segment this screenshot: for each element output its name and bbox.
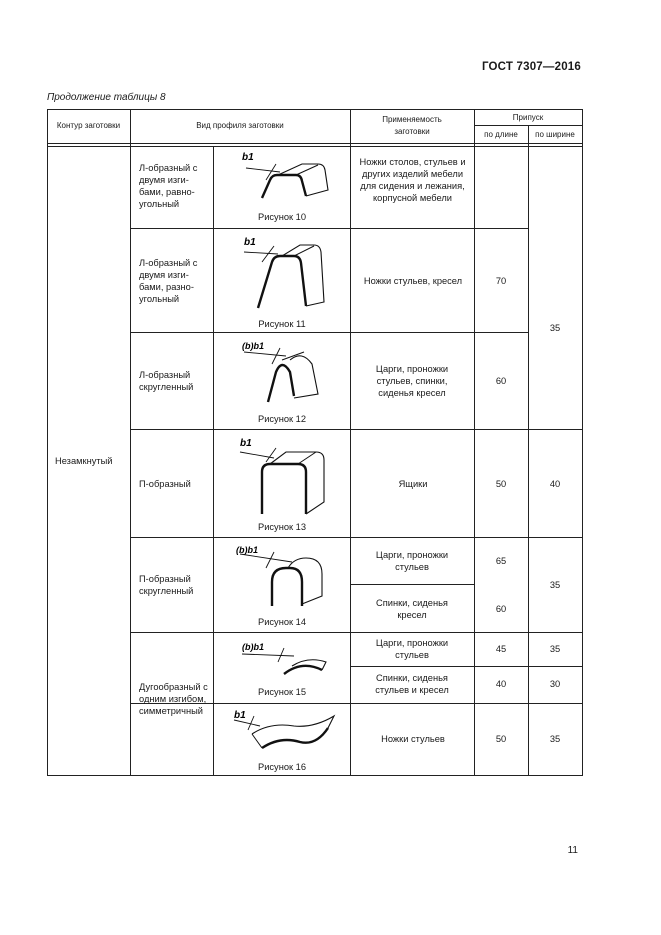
- header-by-width: по ширине: [535, 130, 575, 139]
- contour-cell: Незамкнутый: [55, 456, 113, 466]
- header-allowance: Припуск: [512, 113, 544, 122]
- length-value: 65: [495, 556, 507, 566]
- width-value: 35: [549, 323, 561, 333]
- profile-figure: [232, 432, 332, 520]
- width-value: 35: [549, 580, 561, 590]
- dimension-label: (b)b1: [242, 341, 264, 351]
- usage-cell: Ножки стульев, кресел: [363, 276, 463, 286]
- usage-cell: Ножки стульев: [381, 734, 445, 744]
- header-contour: Контур заготовки: [56, 121, 121, 130]
- profile-name: П-образный: [139, 479, 191, 489]
- width-value: 35: [549, 644, 561, 654]
- figure-caption: Рисунок 12: [258, 414, 306, 424]
- profile-name: Дугообразный с одним изгибом, симметричный: [139, 682, 208, 716]
- usage-cell: Царги, проножки стульев, спинки, сиденья кресел: [375, 364, 449, 398]
- dimension-label: b1: [242, 152, 254, 163]
- length-value: 50: [495, 734, 507, 744]
- width-value: 30: [549, 679, 561, 689]
- usage-cell: Ящики: [398, 479, 428, 489]
- header-usage: Применяемость заготовки: [382, 115, 442, 136]
- profile-figure: [236, 148, 336, 206]
- width-value: 40: [549, 479, 561, 489]
- dimension-label: b1: [240, 438, 252, 449]
- length-value: 60: [495, 604, 507, 614]
- usage-cell: Спинки, сиденья стульев и кресел: [375, 673, 449, 695]
- figure-caption: Рисунок 15: [258, 687, 306, 697]
- length-value: 45: [495, 644, 507, 654]
- figure-caption: Рисунок 13: [258, 522, 306, 532]
- profile-figure: [236, 336, 336, 412]
- length-value: 70: [495, 276, 507, 286]
- table-caption: Продолжение таблицы 8: [47, 92, 166, 103]
- length-value: 50: [495, 479, 507, 489]
- document-header: ГОСТ 7307—2016: [481, 61, 581, 73]
- dimension-label: b1: [234, 710, 246, 721]
- header-profile: Вид профиля заготовки: [196, 121, 284, 130]
- usage-cell: Ножки столов, стульев и других изделий мебели для сидения и лежания, корпусной мебели: [359, 157, 466, 203]
- profile-figure: [232, 232, 332, 316]
- figure-caption: Рисунок 16: [258, 762, 306, 772]
- dimension-label: (b)b1: [242, 642, 264, 652]
- profile-name: Л-образный с двумя изги- бами, равно- угольный: [139, 163, 198, 209]
- length-value: 60: [495, 376, 507, 386]
- profile-figure: [230, 706, 340, 758]
- profile-name: П-образный скругленный: [139, 574, 194, 596]
- dimension-label: (b)b1: [236, 545, 258, 555]
- figure-caption: Рисунок 14: [258, 617, 306, 627]
- page-number: 11: [567, 845, 578, 856]
- profile-name: Л-образный скругленный: [139, 370, 194, 392]
- width-value: 35: [549, 734, 561, 744]
- profile-figure: [236, 636, 336, 686]
- figure-caption: Рисунок 10: [258, 212, 306, 222]
- profile-name: Л-образный с двумя изги- бами, разно- угольный: [139, 258, 198, 304]
- dimension-label: b1: [244, 237, 256, 248]
- usage-cell: Царги, проножки стульев: [375, 638, 449, 660]
- header-by-length: по длине: [484, 130, 518, 139]
- usage-cell: Царги, проножки стульев: [375, 550, 449, 572]
- length-value: 40: [495, 679, 507, 689]
- usage-cell: Спинки, сиденья кресел: [376, 598, 448, 620]
- figure-caption: Рисунок 11: [258, 319, 306, 329]
- profile-figure: [232, 540, 332, 612]
